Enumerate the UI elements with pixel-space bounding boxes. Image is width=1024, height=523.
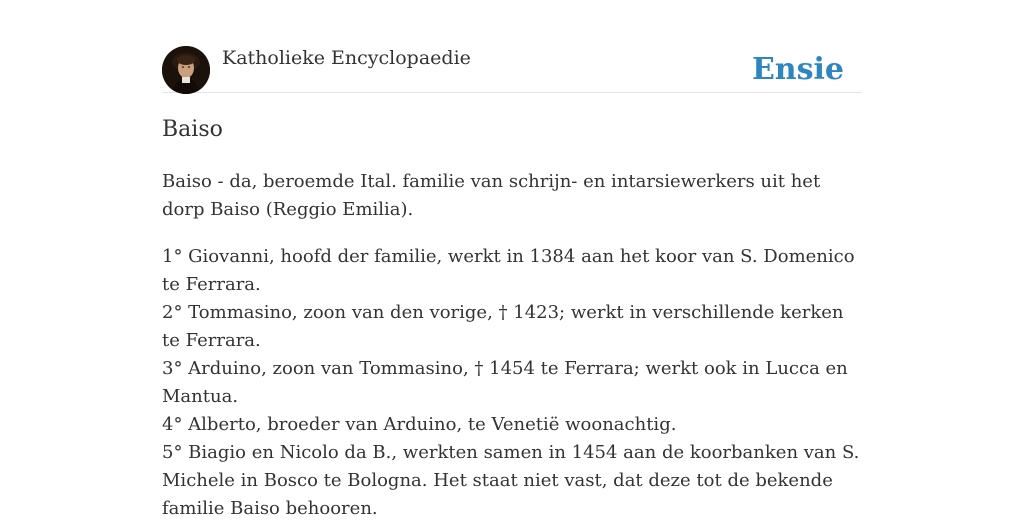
list-item: 4° Alberto, broeder van Arduino, te Venetië woonachtig. (162, 414, 677, 435)
page (162, 0, 862, 519)
list-item: 5° Biagio en Nicolo da B., werkten samen in 1454 aan de koorbanken van S. Michele in Bosco te Bologna. Het staat niet vast, dat deze tot de bekende familie Baiso behooren. (162, 442, 860, 519)
article-intro: Baiso - da, beroemde Ital. familie van schrijn- en intarsiewerkers uit het dorp Baiso (Reggio Emilia). (162, 171, 821, 220)
list-item: 3° Arduino, zoon van Tommasino, † 1454 te Ferrara; werkt ook in Lucca en Mantua. (162, 358, 848, 407)
site-name[interactable]: Katholieke Encyclopaedie (222, 47, 471, 69)
article-list (162, 243, 862, 523)
article-title: Baiso (162, 117, 223, 142)
portrait-icon[interactable] (162, 46, 210, 94)
header (162, 46, 862, 93)
list-item: 2° Tommasino, zoon van den vorige, † 1423; werkt in verschillende kerken te Ferrara. (162, 302, 844, 351)
brand-logo[interactable]: Ensie (751, 52, 844, 87)
list-item: 1° Giovanni, hoofd der familie, werkt in 1384 aan het koor van S. Domenico te Ferrara. (162, 246, 855, 295)
